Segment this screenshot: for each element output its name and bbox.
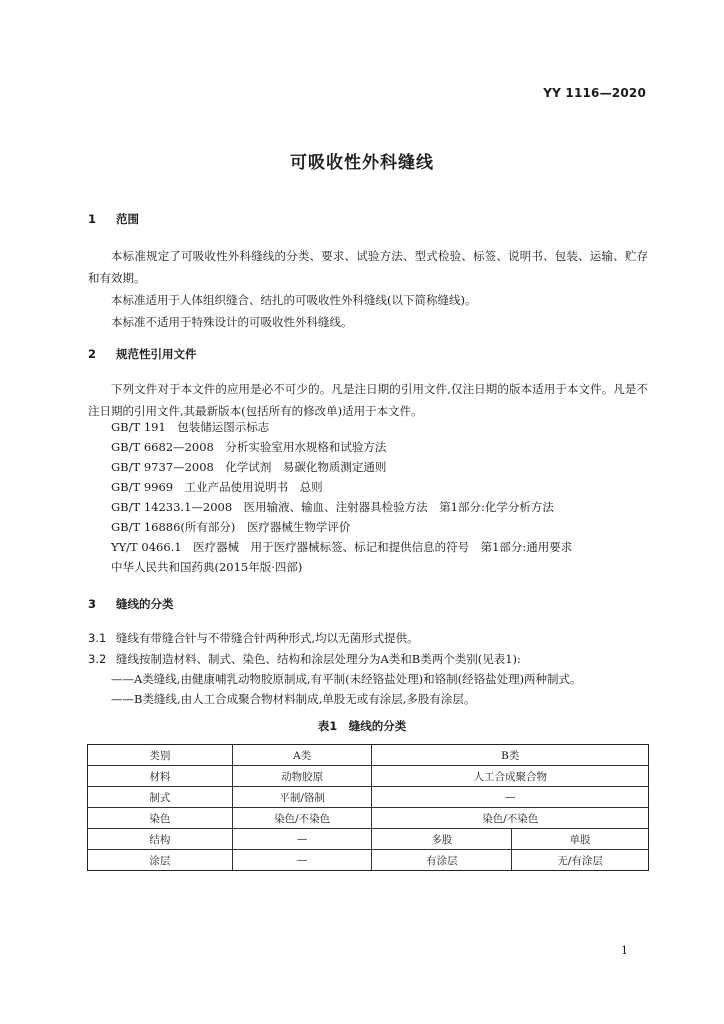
class-b-cell: B类 <box>372 745 649 766</box>
clause-number: 3.2 <box>88 652 107 666</box>
reference-item: GB/T 9737—2008 化学试剂 易碳化物质测定通则 <box>111 460 387 474</box>
paragraph: 本标准适用于人体组织缝合、结扎的可吸收性外科缝线(以下简称缝线)。 <box>111 293 477 307</box>
reference-list <box>111 417 572 577</box>
class-a-cell: A类 <box>232 745 372 766</box>
standard-number: YY 1116—2020 <box>543 86 646 100</box>
classification-table <box>87 744 649 871</box>
row-label: 涂层 <box>88 850 233 871</box>
table-row <box>88 745 649 766</box>
class-b-cell: — <box>372 787 649 808</box>
reference-item: GB/T 14233.1—2008 医用输液、输血、注射器具检验方法 第1部分:化学分析方法 <box>111 500 554 514</box>
table-row <box>88 787 649 808</box>
table-row <box>88 808 649 829</box>
reference-item: GB/T 16886(所有部分) 医疗器械生物学评价 <box>111 520 351 534</box>
section-2-heading <box>88 346 197 362</box>
paragraph: 本标准不适用于特殊设计的可吸收性外科缝线。 <box>111 315 353 329</box>
class-b-multi-cell: 有涂层 <box>372 850 512 871</box>
reference-item: GB/T 191 包装储运图示标志 <box>111 420 270 434</box>
class-b-mono-cell: 无/有涂层 <box>512 850 649 871</box>
clause-number: 3.1 <box>88 631 107 645</box>
row-label: 制式 <box>88 787 233 808</box>
class-a-cell: — <box>232 850 372 871</box>
dash-item-class-b: ——B类缝线,由人工合成聚合物材料制成,单股无或有涂层,多股有涂层。 <box>111 692 476 706</box>
section-number: 1 <box>88 212 97 226</box>
section-3-heading <box>88 596 174 612</box>
class-b-multi-cell: 多股 <box>372 829 512 850</box>
class-b-mono-cell: 单股 <box>512 829 649 850</box>
section-title: 范围 <box>116 212 139 226</box>
row-label: 材料 <box>88 766 233 787</box>
document-title: 可吸收性外科缝线 <box>290 153 434 173</box>
reference-item: 中华人民共和国药典(2015年版·四部) <box>111 560 303 574</box>
clause-text: 缝线有带缝合针与不带缝合针两种形式,均以无菌形式提供。 <box>116 631 419 645</box>
table-row <box>88 766 649 787</box>
class-a-cell: 染色/不染色 <box>232 808 372 829</box>
section-1-body <box>88 245 648 333</box>
class-a-cell: — <box>232 829 372 850</box>
section-title: 缝线的分类 <box>116 597 174 611</box>
class-a-cell: 平制/铬制 <box>232 787 372 808</box>
clause-3-2 <box>88 651 521 667</box>
section-2-intro <box>88 378 648 422</box>
clause-3-1 <box>88 630 419 646</box>
row-label: 结构 <box>88 829 233 850</box>
page-number: 1 <box>621 944 628 957</box>
table-caption: 表1 缝线的分类 <box>317 719 407 733</box>
section-number: 3 <box>88 597 97 611</box>
table-row <box>88 850 649 871</box>
paragraph: 本标准规定了可吸收性外科缝线的分类、要求、试验方法、型式检验、标签、说明书、包装、运输、贮存和有效期。 <box>88 249 648 285</box>
section-number: 2 <box>88 347 97 361</box>
class-b-cell: 染色/不染色 <box>372 808 649 829</box>
dash-item-class-a: ——A类缝线,由健康哺乳动物胶原制成,有平制(未经铬盐处理)和铬制(经铬盐处理)两种制式。 <box>111 672 582 686</box>
class-a-cell: 动物胶原 <box>232 766 372 787</box>
reference-item: GB/T 6682—2008 分析实验室用水规格和试验方法 <box>111 440 387 454</box>
clause-text: 缝线按制造材料、制式、染色、结构和涂层处理分为A类和B类两个类别(见表1): <box>116 652 521 666</box>
reference-item: YY/T 0466.1 医疗器械 用于医疗器械标签、标记和提供信息的符号 第1部分:通用要求 <box>111 540 573 554</box>
section-title: 规范性引用文件 <box>116 347 197 361</box>
section-1-heading <box>88 211 139 227</box>
paragraph: 下列文件对于本文件的应用是必不可少的。凡是注日期的引用文件,仅注日期的版本适用于本文件。凡是不注日期的引用文件,其最新版本(包括所有的修改单)适用于本文件。 <box>88 382 648 418</box>
table-row <box>88 829 649 850</box>
row-label: 类别 <box>88 745 233 766</box>
reference-item: GB/T 9969 工业产品使用说明书 总则 <box>111 480 323 494</box>
class-b-cell: 人工合成聚合物 <box>372 766 649 787</box>
row-label: 染色 <box>88 808 233 829</box>
